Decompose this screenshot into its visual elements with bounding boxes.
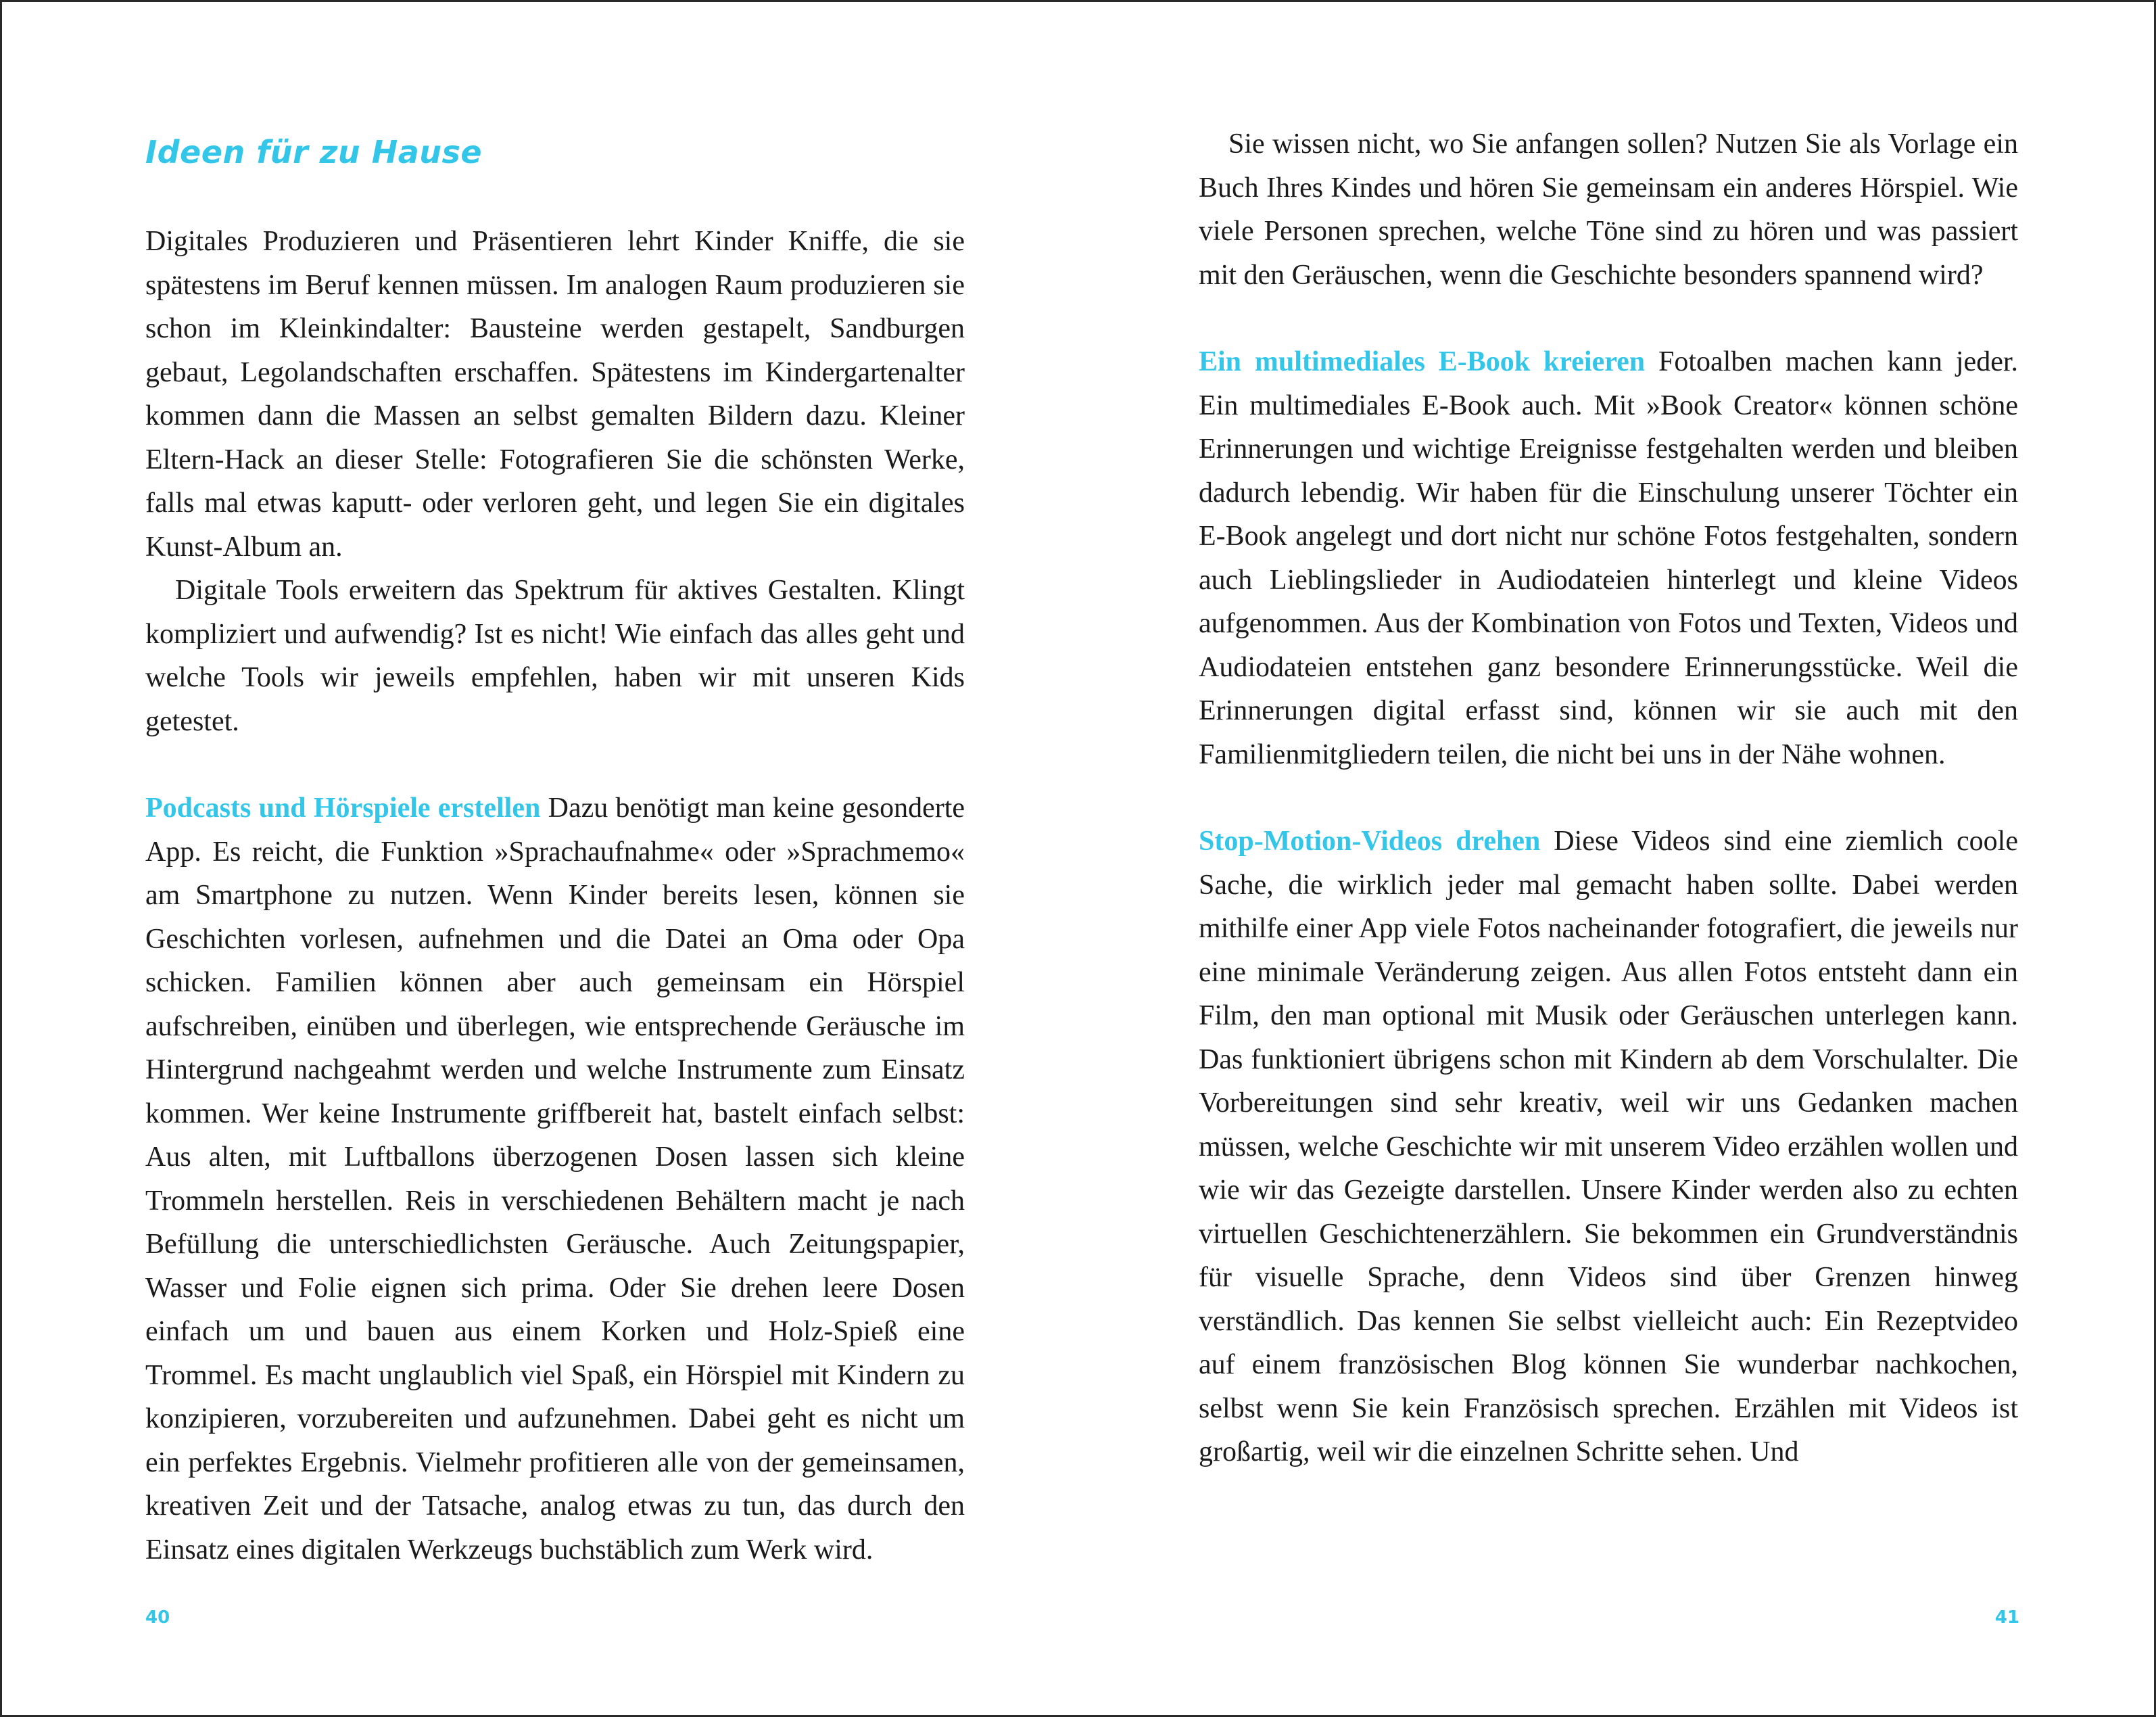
- page-number-left: 40: [145, 1607, 170, 1628]
- stopmotion-section-title: Stop-Motion-Videos drehen: [1199, 826, 1541, 857]
- ebook-section-title: Ein multimediales E-Book kreieren: [1199, 346, 1646, 377]
- tools-paragraph: Digitale Tools erweitern das Spektrum für aktives Gestalten. Klingt kompliziert und aufwendig? Ist es nicht! Wie einfach das alles geht und welche Tools wir jeweils empfehlen, haben wir mit unseren Kids getestet.: [145, 575, 965, 737]
- right-page: [1080, 2, 2156, 1719]
- podcast-section-text: Dazu benötigt man keine gesonderte App. Es reicht, die Funktion »Sprachaufnahme« oder »Sprachmemo« am Smartphone zu nutzen. Wenn Kinder bereits lesen, können sie Geschichten vorlesen, aufnehmen und die Datei an Oma oder Opa schicken. Familien können aber auch gemeinsam ein Hörspiel aufschreiben, einüben und überlegen, wie entsprechende Geräusche im Hintergrund nachgeahmt werden und welche Instrumente zum Einsatz kommen. Wer keine Instrumente griffbereit hat, bastelt einfach selbst: Aus alten, mit Luftballons überzogenen Dosen lassen sich kleine Trommeln herstellen. Reis in verschiedenen Behältern macht je nach Befüllung die unterschiedlichsten Geräusche. Auch Zeitungspapier, Wasser und Folie eignen sich prima. Oder Sie drehen leere Dosen einfach um und bauen aus einem Korken und Holz-Spieß eine Trommel. Es macht unglaublich viel Spaß, ein Hörspiel mit Kindern zu konzipieren, vorzubereiten und aufzunehmen. Dabei geht es nicht um ein perfektes Ergebnis. Vielmehr profitieren alle von der gemeinsamen, kreativen Zeit und der Tatsache, analog etwas zu tun, das durch den Einsatz eines digitalen Werkzeugs buchstäblich zum Werk wird.: [145, 793, 965, 1565]
- section-heading: Ideen für zu Hause: [145, 134, 483, 170]
- ebook-section-text: Fotoalben machen kann jeder. Ein multimediales E-Book auch. Mit »Book Creator« können schöne Erinnerungen und wichtige Ereignisse festgehalten werden und bleiben dadurch lebendig. Wir haben für die Einschulung unserer Töchter ein E-Book angelegt und dort nicht nur schöne Fotos festgehalten, sondern auch Lieblingslieder in Audiodateien hinterlegt und kleine Videos aufgenommen. Aus der Kombination von Fotos und Texten, Videos und Audiodateien entstehen ganz besondere Erinnerungsstücke. Weil die Erinnerungen digital erfasst sind, können wir sie auch mit den Familienmitgliedern teilen, die nicht bei uns in der Nähe wohnen.: [1199, 346, 2019, 770]
- stopmotion-paragraph: [1199, 820, 2018, 1474]
- right-text-column: [1199, 122, 2018, 1474]
- podcast-paragraph: [145, 786, 965, 1572]
- left-page: [2, 2, 1080, 1719]
- left-text-column: [145, 122, 965, 1572]
- page-number-right: 41: [1994, 1607, 2019, 1628]
- ebook-paragraph: [1199, 340, 2018, 776]
- intro-paragraph: Digitales Produzieren und Präsentieren lehrt Kinder Kniffe, die sie spätestens im Beruf kennen müssen. Im analogen Raum produzieren sie schon im Kleinkindalter: Bausteine werden gestapelt, Sandburgen gebaut, Legolandschaften erschaffen. Spätestens im Kindergartenalter kommen dann die Massen an selbst gemalten Bildern dazu. Kleiner Eltern-Hack an dieser Stelle: Fotografieren Sie die schönsten Werke, falls mal etwas kaputt- oder verloren geht, und legen Sie ein digitales Kunst-Album an.: [145, 226, 965, 563]
- podcast-section-title: Podcasts und Hörspiele erstellen: [145, 793, 541, 824]
- stopmotion-section-text: Diese Videos sind eine ziemlich coole Sache, die wirklich jeder mal gemacht haben sollte. Dabei werden mithilfe einer App viele Fotos nacheinander fotografiert, die jeweils nur eine minimale Veränderung zeigen. Aus allen Fotos entsteht dann ein Film, den man optional mit Musik oder Geräuschen unterlegen kann. Das funktioniert übrigens schon mit Kindern ab dem Vorschulalter. Die Vorbereitungen sind sehr kreativ, weil wir uns Gedanken machen müssen, welche Geschichte wir mit unserem Video erzählen wollen und wie wir das Gezeigte darstellen. Unsere Kinder werden also zu echten virtuellen Geschichtenerzählern. Sie bekommen ein Grundverständnis für visuelle Sprache, denn Videos sind über Grenzen hinweg verständlich. Das kennen Sie selbst vielleicht auch: Ein Rezeptvideo auf einem französischen Blog können Sie wunderbar nachkochen, selbst wenn Sie kein Französisch sprechen. Erzählen mit Videos ist großartig, weil wir die einzelnen Schritte sehen. Und: [1199, 826, 2018, 1467]
- opening-paragraph: Sie wissen nicht, wo Sie anfangen sollen? Nutzen Sie als Vorlage ein Buch Ihres Kindes und hören Sie gemeinsam ein anderes Hörspiel. Wie viele Personen sprechen, welche Töne sind zu hören und was passiert mit den Geräuschen, wenn die Geschichte besonders spannend wird?: [1199, 128, 2018, 291]
